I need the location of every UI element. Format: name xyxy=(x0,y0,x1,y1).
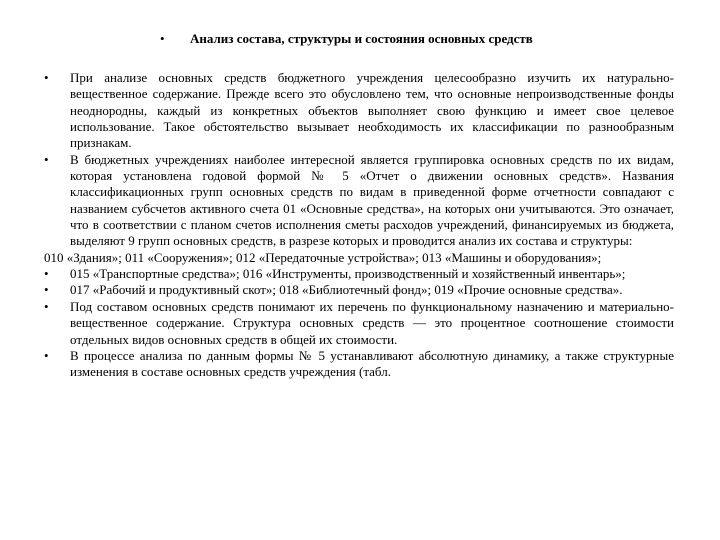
bullet-marker: • xyxy=(44,266,49,282)
slide-title xyxy=(0,29,720,49)
bullet-text: В бюджетных учреждениях наиболее интересной является группировка основных средств по их видам, которая установлена годовой формой № 5 «Отчет о движении основных средств». Названия классификационных групп основных средств по видам в приведенной форме отчетности совпадают с названием субсчетов активного счета 01 «Основные средства», на которых они учитываются. Это означает, что в соответствии с планом счетов исполнения сметы расходов учреждений, финансируемых из бюджета, выделяют 9 групп основных средств, в разрезе которых и проводится анализ их состава и структуры: xyxy=(70,151,674,249)
slide-body xyxy=(44,70,674,381)
bullet-text: 015 «Транспортные средства»; 016 «Инструменты, производственный и хозяйственный инвентарь»; xyxy=(70,266,626,282)
bullet-item-natural-content xyxy=(44,70,674,152)
bullet-marker: • xyxy=(44,70,49,85)
bullet-text: При анализе основных средств бюджетного учреждения целесообразно изучить их натурально-вещественное содержание. Прежде всего это обусловлено тем, что основные непроизводственные фонды неоднородны, каждый из конкретных объектов выполняет свою функцию и имеет свое целевое использование. Такое обстоятельство вызывает необходимость их классификации по разнообразным признакам. xyxy=(70,70,674,151)
bullet-marker: • xyxy=(44,298,49,314)
bullet-marker: • xyxy=(44,347,49,363)
group-list-line: 010 «Здания»; 011 «Сооружения»; 012 «Передаточные устройства»; 013 «Машины и оборудования»; xyxy=(44,249,602,265)
bullet-marker: • xyxy=(44,282,49,298)
bullet-item-groups-017-019 xyxy=(44,282,674,298)
bullet-marker: • xyxy=(44,151,49,167)
bullet-text: Под составом основных средств понимают их перечень по функциональному назначению и материально-вещественное содержание. Структура основных средств — это процентное соотношение стоимости отдельных видов основных средств в общей их стоимости. xyxy=(70,298,674,347)
bullet-item-groups-015-016 xyxy=(44,266,674,282)
title-bullet: • xyxy=(160,31,165,46)
title-text: Анализ состава, структуры и состояния основных средств xyxy=(190,31,533,46)
bullet-text: 017 «Рабочий и продуктивный скот»; 018 «Библиотечный фонд»; 019 «Прочие основные средства». xyxy=(70,282,623,298)
bullet-text: В процессе анализа по данным формы № 5 устанавливают абсолютную динамику, а также структурные изменения в составе основных средств учреждения (табл. xyxy=(70,347,674,380)
bullet-item-composition xyxy=(44,299,674,348)
bullet-item-grouping xyxy=(44,152,674,250)
bullet-item-analysis xyxy=(44,348,674,381)
